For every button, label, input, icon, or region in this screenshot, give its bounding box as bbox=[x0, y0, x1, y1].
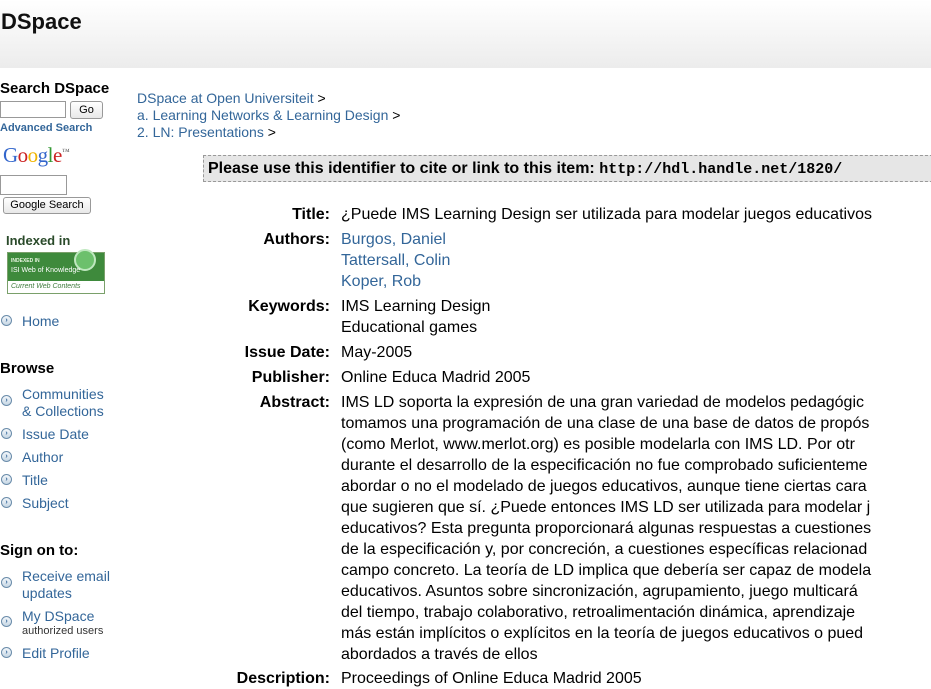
keywords-label: Keywords: bbox=[248, 298, 330, 315]
go-button[interactable]: Go bbox=[70, 101, 103, 119]
breadcrumb-separator: > bbox=[267, 124, 276, 140]
issue-date-value: May-2005 bbox=[341, 344, 413, 361]
indexed-in-label: Indexed in bbox=[6, 233, 71, 248]
search-title: Search DSpace bbox=[0, 80, 110, 97]
authors-label: Authors: bbox=[263, 231, 330, 248]
arrow-circle-icon: › bbox=[1, 395, 12, 406]
breadcrumb-link[interactable]: 2. LN: Presentations bbox=[137, 124, 264, 140]
sidebar-item-sublabel: authorized users bbox=[22, 625, 104, 637]
abstract-line: que sugieren que sí. ¿Puede entonces IMS LD ser utilizada para modelar j bbox=[341, 499, 871, 516]
sidebar-item-label[interactable]: Home bbox=[22, 313, 60, 329]
advanced-search-link[interactable]: Advanced Search bbox=[0, 122, 93, 134]
sidebar-item-label[interactable]: & Collections bbox=[22, 403, 104, 419]
search-input[interactable] bbox=[0, 101, 66, 118]
author-link[interactable]: Burgos, Daniel bbox=[341, 231, 446, 248]
sidebar-item-label[interactable]: Subject bbox=[22, 495, 69, 511]
isi-badge-line3: Current Web Contents bbox=[11, 283, 81, 290]
publisher-label: Publisher: bbox=[251, 369, 330, 386]
description-label: Description: bbox=[236, 670, 330, 687]
publisher-value: Online Educa Madrid 2005 bbox=[341, 369, 531, 386]
arrow-circle-icon: › bbox=[1, 577, 12, 588]
abstract-line: IMS LD soporta la expresión de una gran variedad de modelos pedagógic bbox=[341, 394, 864, 411]
abstract-line: campo concreto. La teoría de LD implica que debería ser capaz de modela bbox=[341, 562, 872, 579]
isi-badge-line2: ISI Web of Knowledge bbox=[11, 267, 81, 274]
arrow-circle-icon: › bbox=[1, 315, 12, 326]
sidebar-item-label[interactable]: Receive email bbox=[22, 568, 110, 584]
description-value: Proceedings of Online Educa Madrid 2005 bbox=[341, 670, 642, 687]
arrow-circle-icon: › bbox=[1, 451, 12, 462]
abstract-line: educativos? Esta pregunta proporcionará algunas respuestas a cuestiones bbox=[341, 520, 872, 537]
sign-on-title: Sign on to: bbox=[0, 542, 79, 559]
abstract-line: abordados a través de ellos bbox=[341, 646, 538, 663]
sidebar-item-label[interactable]: updates bbox=[22, 585, 72, 601]
author-link[interactable]: Tattersall, Colin bbox=[341, 252, 451, 269]
abstract-line: de la especificación y, por concreción, a cuestiones específicas relacionad bbox=[341, 541, 868, 558]
google-logo: Google™ bbox=[3, 143, 70, 167]
site-title[interactable]: DSpace bbox=[1, 9, 82, 34]
breadcrumb-link[interactable]: DSpace at Open Universiteit bbox=[137, 90, 314, 106]
abstract-label: Abstract: bbox=[259, 394, 330, 411]
abstract-line: educativos. Asuntos sobre sincronización, agrupamiento, juego multicará bbox=[341, 583, 858, 600]
sidebar-item-label[interactable]: Title bbox=[22, 472, 48, 488]
cite-label: Please use this identifier to cite or link to this item: bbox=[208, 160, 595, 177]
breadcrumb-item bbox=[137, 107, 400, 123]
isi-web-of-knowledge-badge[interactable] bbox=[7, 252, 105, 294]
arrow-circle-icon: › bbox=[1, 616, 12, 627]
abstract-line: más están implícitos o explícitos en la teoría de juegos educativos o pued bbox=[341, 625, 864, 642]
author-link[interactable]: Koper, Rob bbox=[341, 273, 422, 290]
breadcrumb-separator: > bbox=[317, 90, 326, 106]
google-search-input[interactable] bbox=[0, 175, 67, 195]
breadcrumb-item bbox=[137, 90, 326, 106]
browse-title: Browse bbox=[0, 360, 55, 377]
keyword-value: Educational games bbox=[341, 319, 478, 336]
abstract-line: abordar o no el modelado de juegos educativos, aunque tiene ciertas cara bbox=[341, 478, 867, 495]
cite-url[interactable]: http://hdl.handle.net/1820/ bbox=[599, 161, 843, 178]
keyword-value: IMS Learning Design bbox=[341, 298, 491, 315]
abstract-line: del tiempo, trabajo colaborativo, retroalimentación dinámica, aprendizaje bbox=[341, 604, 856, 621]
cite-identifier-bar bbox=[203, 155, 931, 182]
sidebar-item-label[interactable]: Author bbox=[22, 449, 64, 465]
sidebar-item-label[interactable]: Issue Date bbox=[22, 426, 89, 442]
breadcrumb-item bbox=[137, 124, 276, 140]
title-label: Title: bbox=[292, 206, 330, 223]
arrow-circle-icon: › bbox=[1, 497, 12, 508]
abstract-line: tomamos una programación de una clase de una base de datos de propós bbox=[341, 415, 870, 432]
sidebar-item-label[interactable]: Edit Profile bbox=[22, 645, 90, 661]
sidebar-item-label[interactable]: My DSpace bbox=[22, 608, 95, 624]
abstract-line: durante el desarrollo de la especificación no fue comprobado suficienteme bbox=[341, 457, 868, 474]
issue-date-label: Issue Date: bbox=[244, 344, 330, 361]
arrow-circle-icon: › bbox=[1, 647, 12, 658]
abstract-line: (como Merlot, www.merlot.org) es posible modelarla con IMS LD. Por otr bbox=[341, 436, 855, 453]
arrow-circle-icon: › bbox=[1, 474, 12, 485]
isi-badge-line1: INDEXED IN bbox=[11, 258, 40, 264]
page-header bbox=[0, 0, 931, 68]
title-value: ¿Puede IMS Learning Design ser utilizada para modelar juegos educativos bbox=[341, 206, 872, 223]
arrow-circle-icon: › bbox=[1, 428, 12, 439]
google-search-button[interactable]: Google Search bbox=[3, 197, 91, 214]
breadcrumb-link[interactable]: a. Learning Networks & Learning Design bbox=[137, 107, 389, 123]
sidebar-item-label[interactable]: Communities bbox=[22, 386, 104, 402]
breadcrumb-separator: > bbox=[392, 107, 401, 123]
